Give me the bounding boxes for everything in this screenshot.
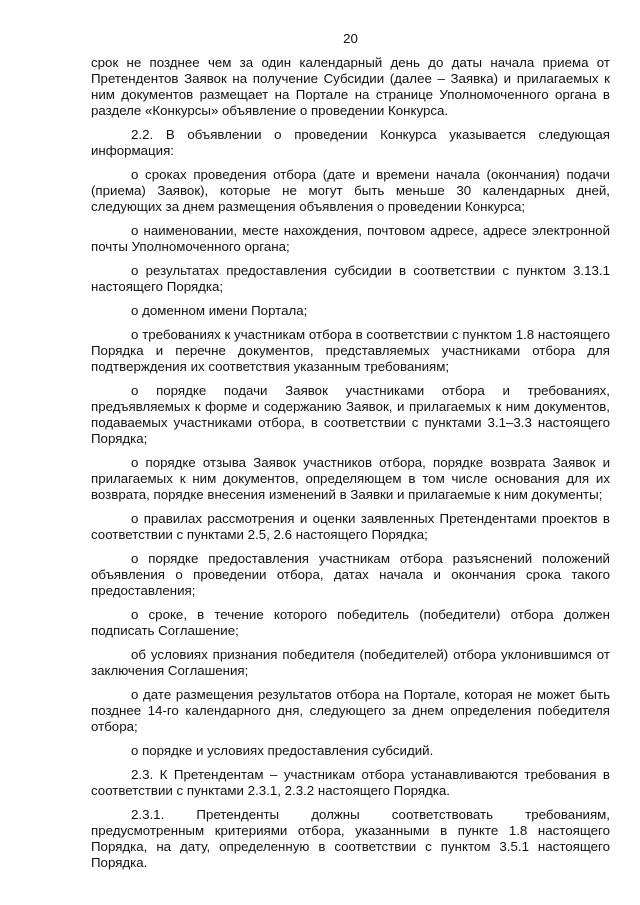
paragraph: о порядке отзыва Заявок участников отбора, порядке возврата Заявок и прилагаемых к ним документов, определяющем в том числе основания для их возврата, порядке внесения изменений в Заявки и прилагаемые к ним документы;: [91, 455, 610, 502]
paragraph: о наименовании, месте нахождения, почтовом адресе, адресе электронной почты Уполномоченного органа;: [91, 223, 610, 254]
paragraph: о доменном имени Портала;: [131, 303, 308, 318]
paragraph: о порядке предоставления участникам отбора разъяснений положений объявления о проведении отбора, датах начала и окончания срока такого предоставления;: [91, 551, 610, 598]
paragraph: о дате размещения результатов отбора на Портале, которая не может быть позднее 14-го календарного дня, следующего за днем определения победителя отбора;: [91, 687, 610, 734]
paragraph: о сроках проведения отбора (дате и времени начала (окончания) подачи (приема) Заявок), которые не могут быть меньше 30 календарных дней, следующих за днем размещения объявления о проведении Конкурса;: [91, 167, 610, 214]
paragraph: срок не позднее чем за один календарный день до даты начала приема от Претендентов Заявок на получение Субсидии (далее – Заявка) и прилагаемых к ним документов размещает на Портале на странице Уполномоченного органа в разделе «Конкурсы» объявление о проведении Конкурса.: [91, 55, 610, 118]
paragraph: о правилах рассмотрения и оценки заявленных Претендентами проектов в соответствии с пунктами 2.5, 2.6 настоящего Порядка;: [91, 511, 610, 542]
paragraph: о порядке подачи Заявок участниками отбора и требованиях, предъявляемых к форме и содержанию Заявок, и прилагаемых к ним документов, подаваемых участниками отбора, в соответствии с пунктами 3.1–3.3 настоящего Порядка;: [91, 383, 610, 446]
page-number: 20: [343, 31, 358, 46]
paragraph: 2.3.1. Претенденты должны соответствовать требованиям, предусмотренным критериями отбора, указанными в пункте 1.8 настоящего Порядка, на дату, определенную в соответствии с пунктом 3.5.1 настоящего Порядка.: [91, 807, 610, 870]
paragraph: о порядке и условиях предоставления субсидий.: [131, 743, 434, 758]
paragraph: 2.3. К Претендентам – участникам отбора устанавливаются требования в соответствии с пунктами 2.3.1, 2.3.2 настоящего Порядка.: [91, 767, 610, 798]
paragraph: об условиях признания победителя (победителей) отбора уклонившимся от заключения Соглашения;: [91, 647, 610, 678]
paragraph: 2.2. В объявлении о проведении Конкурса указывается следующая информация:: [91, 127, 610, 158]
paragraph: о требованиях к участникам отбора в соответствии с пунктом 1.8 настоящего Порядка и перечне документов, представляемых участниками отбора для подтверждения их соответствия указанным требованиям;: [91, 327, 610, 374]
paragraph: о результатах предоставления субсидии в соответствии с пунктом 3.13.1 настоящего Порядка;: [91, 263, 610, 294]
paragraph: о сроке, в течение которого победитель (победители) отбора должен подписать Соглашение;: [91, 607, 610, 638]
document-body: [91, 55, 610, 871]
